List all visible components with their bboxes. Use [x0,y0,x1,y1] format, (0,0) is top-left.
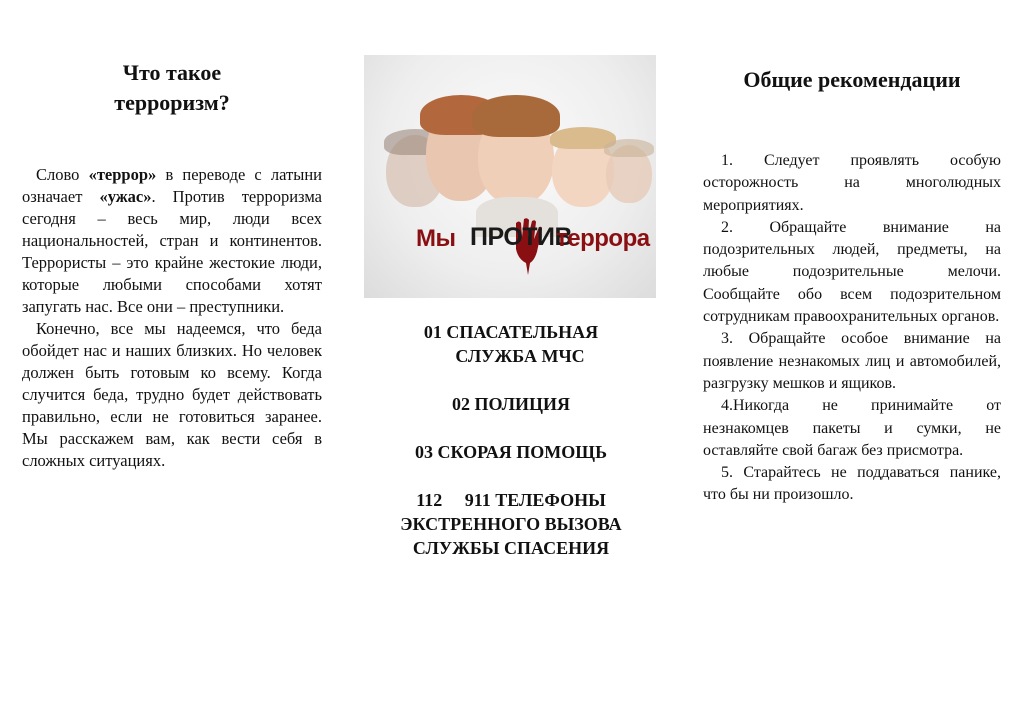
recommendation-item: 2. Обращайте внимание на подозрительных людей, предметы, на любые подозрительные мелочи. Сообщайте обо всем подозрительном сотрудникам правоохранительных органов. [703,218,1001,326]
left-body [22,164,322,472]
phone-line-1: 01 СПАСАТЕЛЬНАЯ [423,322,599,342]
term-terror: «террор» [88,165,157,184]
child-hair-front [472,95,560,137]
title-line-2: терроризм? [114,90,230,115]
child-hair-right [604,139,654,157]
phone-line-emergency-2: ЭКСТРЕННОГО ВЫЗОВА [400,514,622,534]
phone-line-emergency-1: 112 911 ТЕЛЕФОНЫ [416,490,606,510]
slogan [416,217,650,257]
phone-line-2: СЛУЖБА МЧС [437,346,585,366]
recommendation-item: 1. Следует проявлять особую осторожность на многолюдных мероприятиях. [703,152,1001,214]
emergency-numbers [352,320,670,560]
slogan-word-against: ПРОТИВ [470,223,573,251]
p1-text-a: Слово [36,165,89,184]
term-horror: «ужас» [99,187,152,206]
children-photo [364,55,656,298]
paragraph-2: Конечно, все мы надеемся, что беда обойдет нас и наших близких. Но человек должен быть готовым ко всему. Когда случится беда, трудно будет действовать правильно, если не готовиться заранее. Мы расскажем вам, как вести себя в сложных ситуациях. [22,319,322,470]
recommendations-list [703,150,1001,507]
slogan-word-terror: террора [556,225,650,252]
left-title [22,58,322,118]
phone-line-emergency-3: СЛУЖБЫ СПАСЕНИЯ [412,538,610,558]
phone-line-police: 02 ПОЛИЦИЯ [451,394,571,414]
paragraph-1 [22,164,322,318]
title-line-1: Что такое [122,60,222,85]
slogan-word-we: Мы [416,225,456,252]
p1-text-c: в переводе с латыни означает [22,165,322,206]
recommendations-title: Общие рекомендации [743,67,961,92]
recommendation-item: 4.Никогда не принимайте от незнакомцев пакеты и сумки, не оставляйте свой багаж без присмотра. [703,397,1001,459]
recommendation-item: 3. Обращайте особое внимание на появление незнакомых лиц и автомобилей, разгрузку мешков и ящиков. [703,330,1001,392]
recommendation-item: 5. Старайтесь не поддаваться панике, что бы ни произошло. [703,464,1001,504]
p1-text-e: . Против терроризма сегодня – весь мир, люди всех национальностей, стран и континентов. Террористы – это крайне жестокие люди, которые любыми способами хотят запугать нас. Все они – преступники. [22,187,322,316]
phone-line-ambulance: 03 СКОРАЯ ПОМОЩЬ [415,442,607,462]
